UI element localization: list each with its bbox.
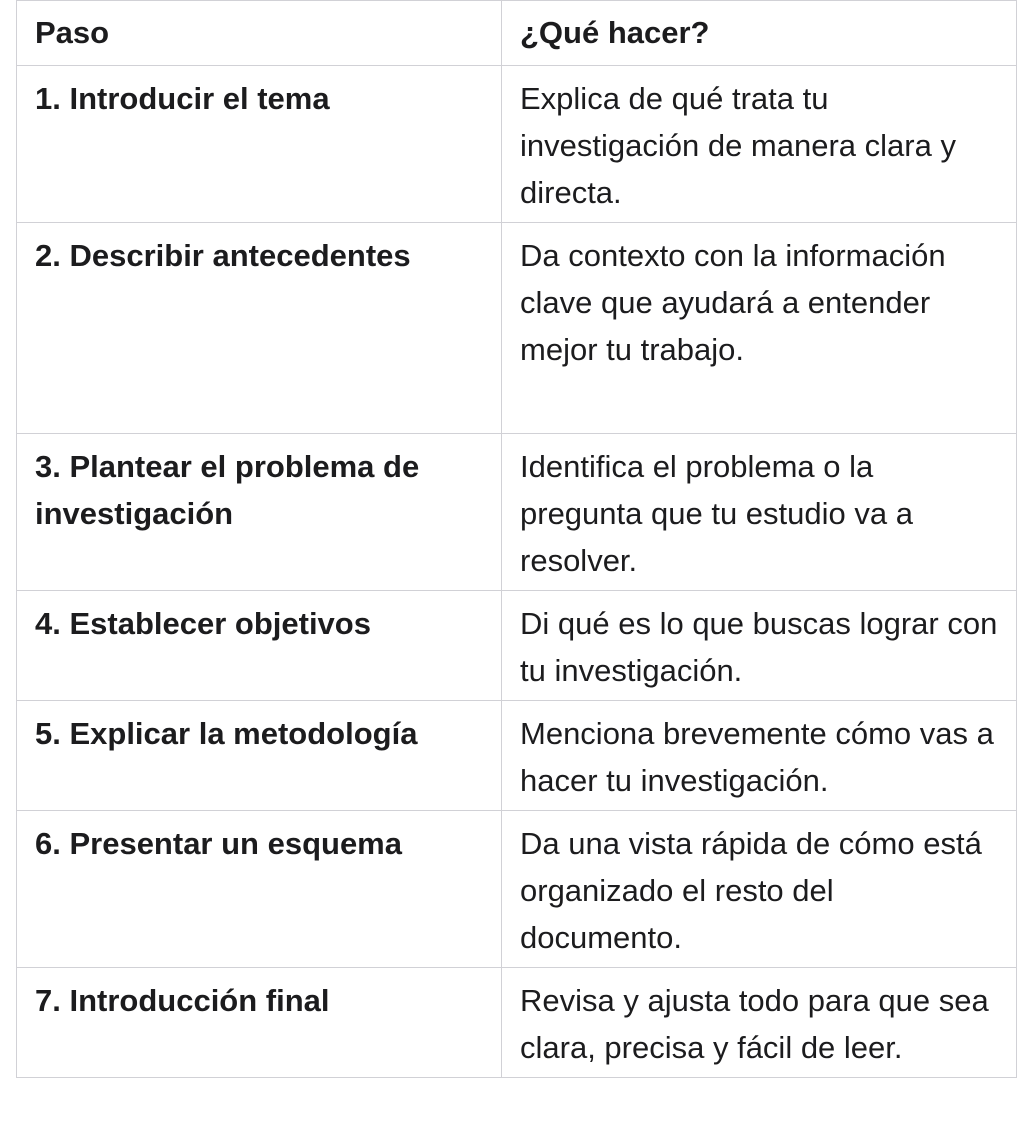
step-cell: 1. Introducir el tema [17, 66, 502, 223]
action-cell: Identifica el problema o la pregunta que tu estudio va a resolver. [502, 434, 1017, 591]
table-row [17, 591, 1017, 701]
action-cell: Revisa y ajusta todo para que sea clara, precisa y fácil de leer. [502, 968, 1017, 1078]
table-row [17, 811, 1017, 968]
action-cell: Explica de qué trata tu investigación de manera clara y directa. [502, 66, 1017, 223]
action-cell: Da una vista rápida de cómo está organizado el resto del documento. [502, 811, 1017, 968]
action-cell: Da contexto con la información clave que ayudará a entender mejor tu trabajo. [502, 223, 1017, 434]
steps-table-container [16, 0, 1016, 1078]
step-cell: 2. Describir antecedentes [17, 223, 502, 434]
table-row [17, 66, 1017, 223]
table-row [17, 701, 1017, 811]
header-que-hacer: ¿Qué hacer? [502, 1, 1017, 66]
table-row [17, 434, 1017, 591]
action-cell: Di qué es lo que buscas lograr con tu investigación. [502, 591, 1017, 701]
step-cell: 6. Presentar un esquema [17, 811, 502, 968]
step-cell: 3. Plantear el problema de investigación [17, 434, 502, 591]
action-cell: Menciona brevemente cómo vas a hacer tu investigación. [502, 701, 1017, 811]
table-row [17, 223, 1017, 434]
table-header-row [17, 1, 1017, 66]
header-paso: Paso [17, 1, 502, 66]
steps-table [16, 0, 1017, 1078]
step-cell: 5. Explicar la metodología [17, 701, 502, 811]
table-row [17, 968, 1017, 1078]
step-cell: 7. Introducción final [17, 968, 502, 1078]
step-cell: 4. Establecer objetivos [17, 591, 502, 701]
